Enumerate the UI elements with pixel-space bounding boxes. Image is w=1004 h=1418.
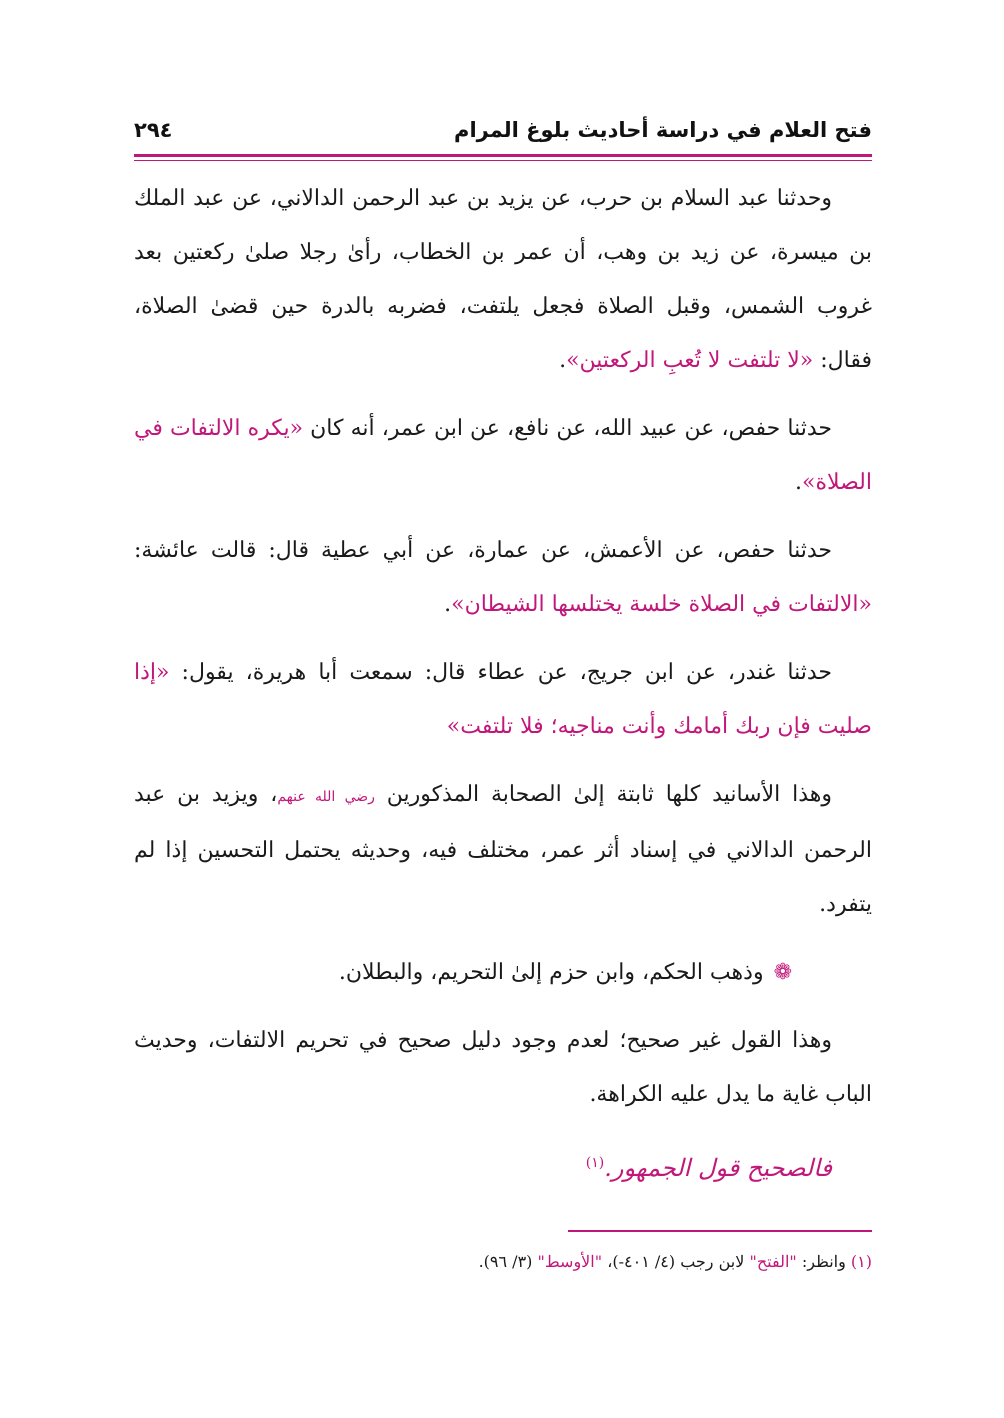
paragraph-text: وذهب الحكم، وابن حزم إلىٰ التحريم، والبطلان.: [338, 960, 764, 985]
paragraph-text: حدثنا غندر، عن ابن جريج، عن عطاء قال: سمعت أبا هريرة، يقول:: [169, 660, 832, 685]
footnote-text: (٣/ ٩٦).: [478, 1252, 538, 1271]
footnote-text: لابن رجب (٤/ ٤٠١-)،: [602, 1252, 750, 1271]
running-header: [134, 118, 872, 150]
footnote-reference: (١): [585, 1155, 605, 1171]
quoted-text: «يكره الالتفات في الصلاة»: [134, 416, 872, 495]
main-text: [134, 172, 872, 1195]
quoted-text: «إذا صليت فإن ربك أمامك وأنت مناجيه؛ فلا تلتفت»: [134, 660, 872, 739]
paragraph-text: وهذا الأسانيد كلها ثابتة إلىٰ الصحابة المذكورين: [374, 782, 832, 807]
footnote-number: (١): [850, 1252, 872, 1271]
footnote-source-title: "الفتح": [749, 1252, 797, 1271]
paragraph-aisha: [134, 524, 872, 632]
conclusion-text: فالصحيح قول الجمهور.: [604, 1154, 832, 1182]
paragraph-text: وحدثنا عبد السلام بن حرب، عن يزيد بن عبد الرحمن الدالاني، عن عبد الملك بن ميسرة، عن زيد بن وهب، أن عمر بن الخطاب، رأىٰ رجلا صلىٰ ركعتين بعد غروب الشمس، وقبل الصلاة فجعل يلتفت، فضربه بالدرة حين قضىٰ الصلاة، فقال:: [134, 186, 872, 373]
paragraph-ibn-umar: [134, 402, 872, 510]
paragraph-rebuttal: وهذا القول غير صحيح؛ لعدم وجود دليل صحيح في تحريم الالتفات، وحديث الباب غاية ما يدل عليه الكراهة.: [134, 1028, 872, 1107]
conclusion-statement: [134, 1136, 872, 1195]
paragraph-text: حدثنا حفص، عن الأعمش، عن عمارة، عن أبي عطية قال: قالت عائشة:: [134, 538, 832, 563]
honorific-glyph: رضي الله عنهم: [277, 789, 375, 805]
paragraph-end: .: [559, 348, 567, 373]
flower-icon: ❁: [773, 960, 792, 985]
header-rule-thin: [134, 160, 872, 161]
quoted-text: «الالتفات في الصلاة خلسة يختلسها الشيطان»: [451, 592, 872, 617]
paragraph-text-continued: ، ويزيد بن عبد الرحمن الدالاني في إسناد أثر عمر، مختلف فيه، وحديثه يحتمل التحسين إذا لم يتفرد.: [134, 782, 872, 917]
footnote-source-title: "الأوسط": [537, 1252, 603, 1271]
page-number: ٢٩٤: [134, 118, 173, 142]
paragraph-hakam: [134, 946, 872, 1000]
footnote-text: وانظر:: [796, 1252, 851, 1271]
paragraph-end: .: [794, 470, 802, 495]
footnote-separator: [568, 1230, 872, 1232]
paragraph-end: .: [444, 592, 452, 617]
paragraph-abu-hurayra: [134, 646, 872, 754]
paragraph-umar-athar: [134, 172, 872, 388]
book-title: فتح العلام في دراسة أحاديث بلوغ المرام: [454, 118, 872, 142]
paragraph-text: حدثنا حفص، عن عبيد الله، عن نافع، عن ابن عمر، أنه كان: [303, 416, 832, 441]
quoted-text: «لا تلتفت لا تُعبِ الركعتين»: [566, 348, 814, 373]
footnote: [134, 1252, 872, 1271]
paragraph-asanid: [134, 768, 872, 932]
header-rule-thick: [134, 154, 872, 157]
